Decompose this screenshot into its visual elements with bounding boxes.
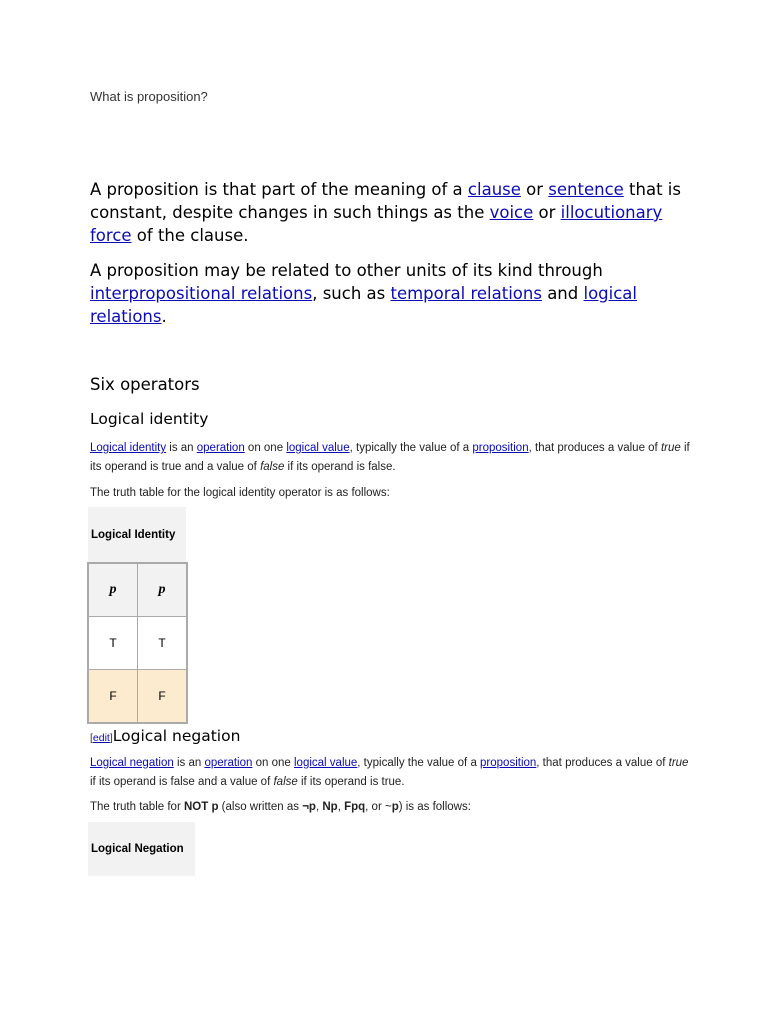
bold-text: NOT p [183,801,219,813]
link-clause[interactable]: clause [467,180,521,199]
text: , or ~ [365,801,392,813]
text: , that produces a value of [536,757,669,769]
bold-text: Fpq [344,801,366,813]
text: if its operand is false and a value of [90,775,274,788]
text: if its operand is true. [297,775,405,788]
bracket: [ [90,732,93,744]
emphasis-true: true [668,757,689,769]
logical-identity-truth-intro: The truth table for the logical identity operator is as follows: [90,487,390,499]
text: or [520,180,549,199]
text: A proposition is that part of the meaning of a [90,180,468,199]
logical-identity-truth-table [87,562,188,724]
text: on one [244,442,287,454]
emphasis-false: false [273,775,298,788]
edit-section-link[interactable] [90,732,113,744]
logical-identity-table-caption: Logical Identity [88,507,186,563]
text: that is constant, despite changes in such things as the [90,180,681,222]
logical-identity-heading: Logical identity [90,410,209,428]
text: , [337,801,345,813]
bold-text: Np [322,801,338,813]
table-header-row [88,563,187,617]
table-header-cell: p [138,563,188,617]
logical-negation-heading-line [90,727,240,746]
text: The truth table for [90,801,184,813]
intro-paragraph-1 [90,178,690,247]
text: , that produces a value of [528,442,661,454]
text: is an [166,442,197,454]
table-row [88,670,187,724]
text: is an [173,757,205,769]
table-cell: F [88,670,138,724]
text: on one [252,757,294,769]
text: or [533,203,561,222]
text: if its operand is false. [284,460,396,473]
text: , typically the value of a [349,442,473,454]
bold-text: ¬p [302,801,316,813]
text: if its operand is true and a value of [90,442,690,473]
link-illocutionary-force[interactable]: illocutionary force [90,203,663,245]
emphasis-true: true [660,442,681,454]
logical-negation-description [90,754,690,791]
emphasis-false: false [260,460,285,473]
intro-paragraph-2 [90,259,690,328]
link-proposition[interactable]: proposition [480,757,537,769]
text: , [315,801,323,813]
link-logical-value[interactable]: logical value [286,442,350,454]
link-operation[interactable]: operation [196,442,245,454]
logical-identity-description [90,439,690,476]
link-logical-relations[interactable]: logical relations [90,284,638,326]
six-operators-heading: Six operators [90,375,200,394]
text: , typically the value of a [357,757,481,769]
table-cell: F [138,670,188,724]
text: ) is as follows: [398,801,471,813]
table-cell: T [88,617,138,670]
text: (also written as [218,801,303,813]
logical-negation-heading: Logical negation [112,727,241,745]
link-logical-value[interactable]: logical value [294,757,358,769]
link-voice[interactable]: voice [489,203,534,222]
link-sentence[interactable]: sentence [548,180,624,199]
question-text: What is proposition? [90,89,208,104]
link-temporal-relations[interactable]: temporal relations [390,284,542,303]
text: and [541,284,584,303]
table-cell: T [138,617,188,670]
bracket: ] [109,732,113,744]
logical-negation-table-caption: Logical Negation [88,822,195,876]
text: of the clause. [131,226,249,245]
table-row [88,617,187,670]
text: . [161,307,167,326]
link-logical-identity[interactable]: Logical identity [90,442,167,454]
table-header-cell: p [88,563,138,617]
text: , such as [312,284,391,303]
link-operation[interactable]: operation [204,757,253,769]
bold-text: p [391,801,399,813]
text: A proposition may be related to other units of its kind through [90,261,603,280]
link-proposition[interactable]: proposition [472,442,529,454]
edit-label[interactable]: edit [92,732,110,744]
link-logical-negation[interactable]: Logical negation [90,757,174,769]
link-interpropositional-relations[interactable]: interpropositional relations [90,284,313,303]
logical-negation-truth-intro [90,798,690,817]
